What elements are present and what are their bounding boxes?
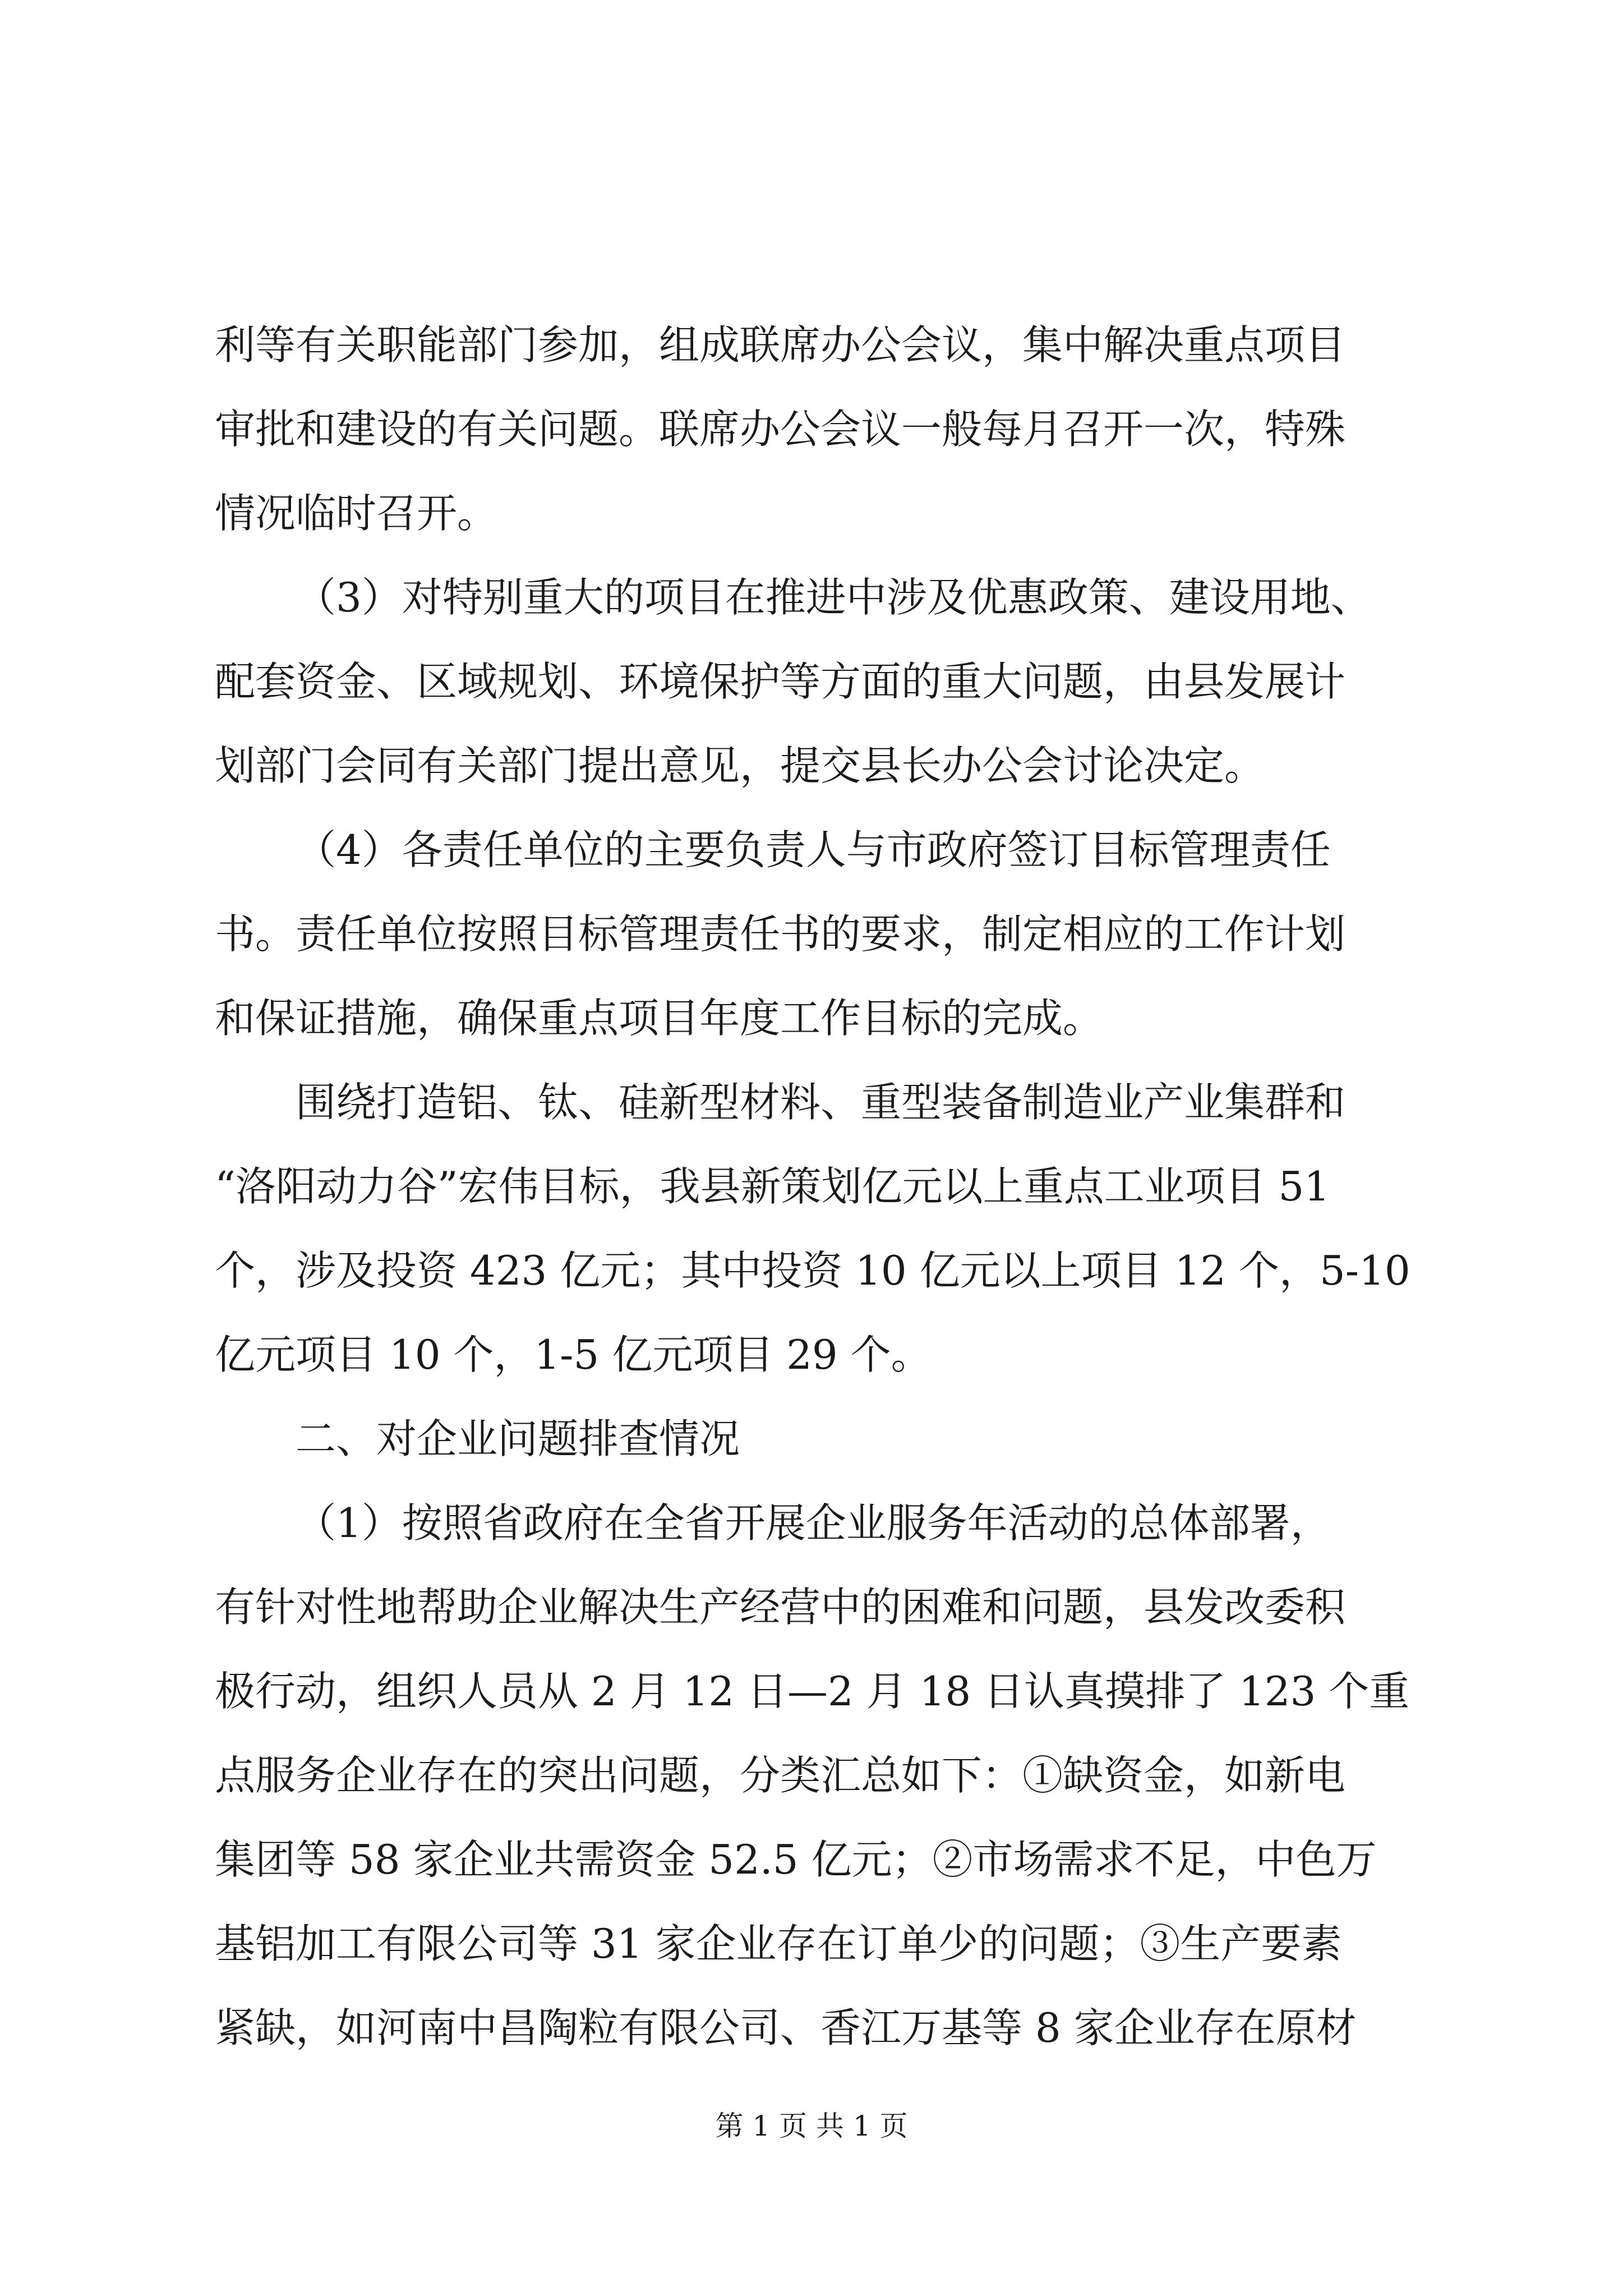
paragraph — [215, 555, 1426, 808]
page-footer: 第 1 页 共 1 页 — [715, 2110, 908, 2142]
text-line: 配套资金、区域规划、环境保护等方面的重大问题，由县发展计 — [215, 658, 1346, 705]
text-line: 个，涉及投资 423 亿元；其中投资 10 亿元以上项目 12 个，5-10 — [215, 1247, 1410, 1294]
text-line: 基铝加工有限公司等 31 家企业存在订单少的问题；③生产要素 — [215, 1920, 1342, 1967]
paragraph — [215, 808, 1426, 1060]
text-line: 审批和建设的有关问题。联席办公会议一般每月召开一次，特殊 — [215, 406, 1346, 453]
text-line: 紧缺，如河南中昌陶粒有限公司、香江万基等 8 家企业存在原材 — [215, 2004, 1357, 2051]
text-line: （4）各责任单位的主要负责人与市政府签订目标管理责任 — [296, 826, 1331, 873]
text-line: 利等有关职能部门参加，组成联席办公会议，集中解决重点项目 — [215, 321, 1346, 369]
text-line: 亿元项目 10 个，1-5 亿元项目 29 个。 — [215, 1331, 932, 1378]
text-line: （1）按照省政府在全省开展企业服务年活动的总体部署， — [296, 1499, 1331, 1547]
paragraph — [215, 1481, 1426, 2070]
text-line: 集团等 58 家企业共需资金 52.5 亿元；②市场需求不足，中色万 — [215, 1836, 1377, 1883]
text-line: 围绕打造铝、钛、硅新型材料、重型装备制造业产业集群和 — [296, 1079, 1346, 1126]
text-line: 极行动，组织人员从 2 月 12 日—2 月 18 日认真摸排了 123 个重 — [215, 1668, 1410, 1715]
text-line: 情况临时召开。 — [215, 490, 498, 537]
paragraph — [215, 1060, 1426, 1397]
paragraph — [215, 1397, 1426, 1481]
text-line: “洛阳动力谷”宏伟目标，我县新策划亿元以上重点工业项目 51 — [215, 1163, 1330, 1210]
text-line: 和保证措施，确保重点项目年度工作目标的完成。 — [215, 995, 1104, 1042]
text-line: 二、对企业问题排查情况 — [296, 1415, 740, 1462]
text-line: 有针对性地帮助企业解决生产经营中的困难和问题，县发改委积 — [215, 1584, 1346, 1631]
text-line: （3）对特别重大的项目在推进中涉及优惠政策、建设用地、 — [296, 574, 1371, 621]
text-line: 书。责任单位按照目标管理责任书的要求，制定相应的工作计划 — [215, 910, 1346, 958]
document-body — [215, 303, 1426, 2070]
text-line: 划部门会同有关部门提出意见，提交县长办公会讨论决定。 — [215, 742, 1265, 789]
text-line: 点服务企业存在的突出问题，分类汇总如下：①缺资金，如新电 — [215, 1752, 1346, 1799]
paragraph — [215, 303, 1426, 555]
